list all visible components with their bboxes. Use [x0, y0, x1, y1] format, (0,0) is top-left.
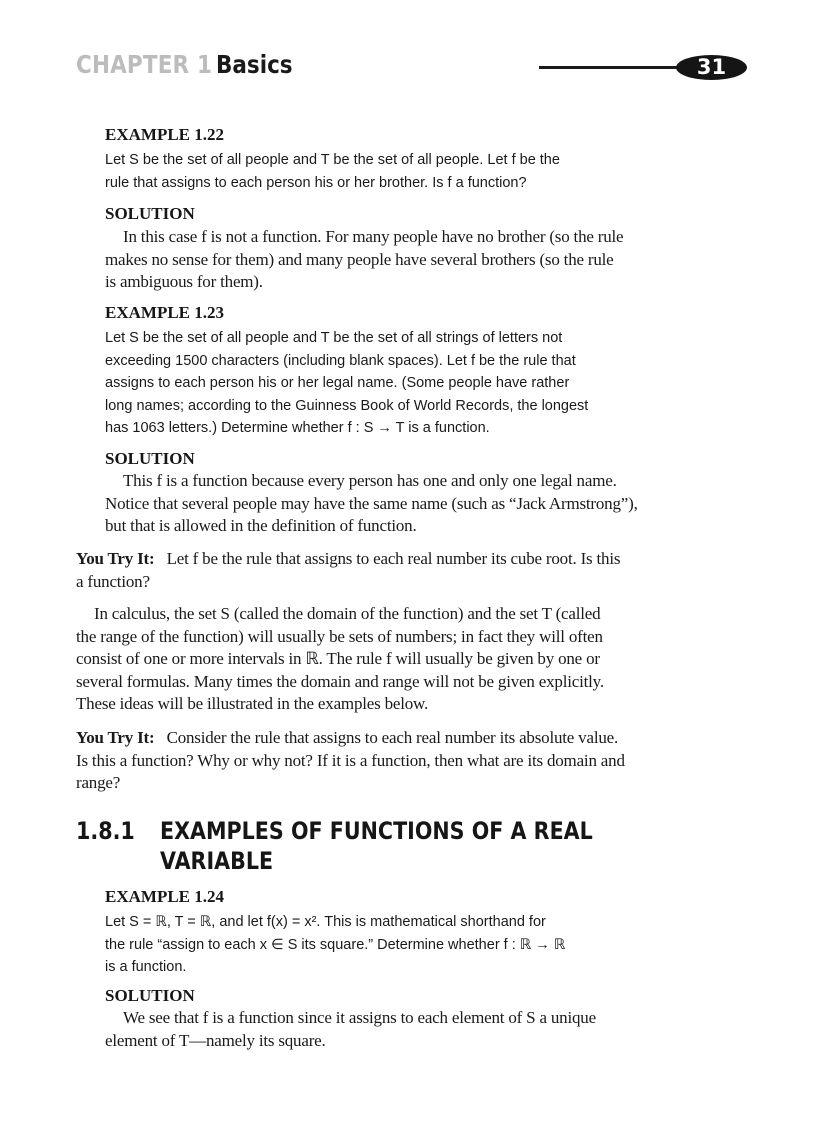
text-line: This f is a function because every person has one and only one legal name.	[123, 471, 617, 490]
solution-title: SOLUTION	[105, 986, 195, 1005]
chapter-title: Basics	[216, 50, 293, 79]
text-line: Let f be the rule that assigns to each real number its cube root. Is this	[166, 549, 621, 568]
section-heading	[76, 816, 135, 846]
chapter-label: CHAPTER 1	[76, 50, 213, 79]
text-line: Let S be the set of all people and T be the set of all strings of letters not	[105, 330, 563, 346]
example-title: EXAMPLE 1.23	[105, 303, 224, 322]
text-line: several formulas. Many times the domain and range will not be given explicitly.	[76, 671, 604, 691]
solution-1-23-body	[105, 470, 638, 538]
text-line: has 1063 letters.) Determine whether f : S → T is a function.	[105, 420, 490, 436]
text-line: Is this a function? Why or why not? If it is a function, then what are its domain and	[76, 750, 625, 770]
text-line: the range of the function) will usually be sets of numbers; in fact they will often	[76, 626, 603, 646]
text-line: the rule “assign to each x ∈ S its square.” Determine whether f : ℝ → ℝ	[105, 936, 566, 953]
you-try-it-lead: You Try It:	[76, 549, 155, 568]
example-1-22	[105, 125, 224, 145]
section-title-line: VARIABLE	[160, 847, 274, 875]
text-line: makes no sense for them) and many people have several brothers (so the rule	[105, 249, 614, 269]
solution-1-24-body	[105, 1007, 596, 1052]
text-line: consist of one or more intervals in ℝ. The rule f will usually be given by one or	[76, 649, 600, 668]
text-line: We see that f is a function since it assigns to each element of S a unique	[123, 1008, 596, 1027]
text-line: In calculus, the set S (called the domain of the function) and the set T (called	[94, 604, 601, 623]
text-line: rule that assigns to each person his or her brother. Is f a function?	[105, 174, 527, 191]
page-number-badge: 31	[676, 55, 747, 80]
example-1-24-body	[105, 911, 565, 979]
text-line: is a function.	[105, 959, 187, 975]
paragraph-calculus	[76, 603, 604, 716]
example-title: EXAMPLE 1.22	[105, 125, 224, 144]
text-line: range?	[76, 773, 121, 792]
text-line: Consider the rule that assigns to each real number its absolute value.	[166, 728, 619, 747]
text-line: Let S be the set of all people and T be the set of all people. Let f be the	[105, 152, 560, 168]
section-title	[160, 816, 593, 876]
text-line: These ideas will be illustrated in the examples below.	[76, 694, 429, 713]
you-try-it-1	[76, 548, 620, 593]
solution-1-22-body	[105, 226, 623, 294]
solution-title: SOLUTION	[105, 449, 195, 468]
text-line: long names; according to the Guinness Book of World Records, the longest	[105, 397, 589, 414]
text-line: In this case f is not a function. For many people have no brother (so the rule	[123, 227, 624, 246]
text-line: element of T—namely its square.	[105, 1030, 326, 1050]
section-number: 1.8.1	[76, 817, 135, 845]
example-1-23-body	[105, 327, 588, 440]
text-line: assigns to each person his or her legal name. (Some people have rather	[105, 375, 570, 391]
text-line: but that is allowed in the definition of function.	[105, 516, 417, 535]
text-line: a function?	[76, 571, 150, 591]
text-line: is ambiguous for them).	[105, 272, 263, 291]
section-title-line: EXAMPLES OF FUNCTIONS OF A REAL	[160, 817, 593, 845]
you-try-it-2	[76, 727, 625, 795]
example-title: EXAMPLE 1.24	[105, 887, 224, 906]
header-rule	[539, 66, 689, 69]
page-header	[0, 0, 816, 100]
you-try-it-lead: You Try It:	[76, 728, 155, 747]
example-1-22-body	[105, 149, 560, 194]
text-line: Notice that several people may have the same name (such as “Jack Armstrong”),	[105, 493, 638, 513]
text-line: Let S = ℝ, T = ℝ, and let f(x) = x². This is mathematical shorthand for	[105, 914, 546, 930]
solution-title: SOLUTION	[105, 204, 195, 223]
text-line: exceeding 1500 characters (including blank spaces). Let f be the rule that	[105, 352, 576, 369]
